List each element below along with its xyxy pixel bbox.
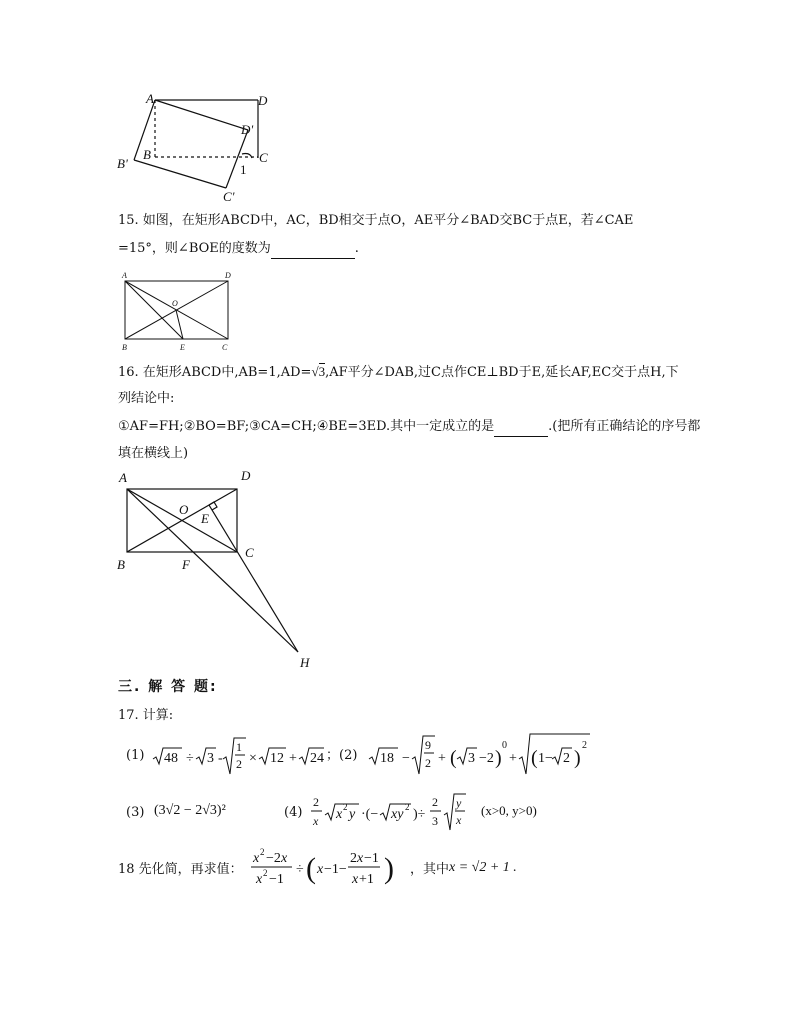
svg-text:-: - — [218, 751, 223, 766]
fig1-label-c-prime: C' — [223, 189, 235, 204]
svg-text:): ) — [495, 747, 502, 769]
svg-text:+: + — [289, 751, 297, 766]
svg-text:y: y — [349, 807, 356, 822]
q17-title: 17. 计算: — [118, 708, 174, 723]
fig16-label-e: E — [201, 511, 209, 526]
fig16-label-h: H — [300, 655, 310, 670]
segment-oe — [176, 310, 183, 339]
svg-text:24: 24 — [310, 751, 324, 766]
svg-text:−2: −2 — [266, 851, 281, 866]
figure-16-rectangle — [110, 470, 310, 670]
segment-eh — [209, 505, 298, 652]
svg-text:−1−: −1− — [324, 862, 347, 877]
svg-text:−: − — [402, 751, 410, 766]
q16-line-4: 填在横线上) — [118, 446, 189, 461]
svg-text:2: 2 — [563, 751, 570, 766]
svg-text:3: 3 — [432, 814, 438, 828]
fig16-label-c: C — [245, 545, 254, 560]
segment-ad-prime — [155, 100, 248, 130]
q17-part-1-formula — [152, 734, 324, 782]
fig16-label-d: D — [241, 468, 251, 483]
figure-1-rotated-rectangle — [110, 90, 280, 190]
fig15-label-o: O — [172, 299, 178, 308]
fig15-label-e: E — [180, 343, 185, 352]
q16-text-b: ,AF平分∠DAB,过C点作CE⊥BD于E,延长AF,EC交于点H,下 — [325, 365, 679, 380]
q17-part-3-label: (3) — [126, 805, 145, 820]
svg-text:x: x — [317, 862, 324, 877]
svg-text:÷: ÷ — [186, 751, 194, 766]
svg-text:2: 2 — [425, 756, 431, 770]
q16-line-2: 列结论中: — [118, 391, 175, 406]
figure-15-rectangle — [118, 270, 238, 356]
segment-c-prime-b-prime — [134, 160, 226, 188]
svg-text:): ) — [384, 852, 394, 885]
fig1-label-b: B — [143, 147, 151, 162]
section-3-heading: 三. 解 答 题: — [118, 679, 218, 695]
q16-line-1 — [118, 362, 679, 383]
fig1-label-d-prime: D' — [241, 122, 254, 137]
q15-text: =15°，则∠BOE的度数为 — [118, 241, 271, 256]
q16-radicand: 3 — [318, 364, 326, 379]
svg-text:1: 1 — [236, 740, 242, 754]
svg-text:12: 12 — [270, 751, 284, 766]
q15-answer-blank[interactable] — [271, 244, 355, 259]
q17-part-2-label: ；(2) — [326, 748, 358, 763]
svg-text:2: 2 — [405, 802, 410, 812]
q17-part-4-condition: (x>0, y>0) — [481, 803, 537, 818]
svg-text:(: ( — [531, 747, 538, 769]
svg-text:x: x — [281, 851, 288, 866]
segment-ae — [125, 281, 183, 339]
fig15-label-c: C — [222, 343, 228, 352]
q17-part-3-formula: (3√2 − 2√3)² — [154, 803, 226, 818]
svg-text:1−: 1− — [538, 751, 553, 766]
svg-text:x: x — [357, 851, 364, 866]
svg-text:2: 2 — [313, 795, 319, 809]
svg-text:2: 2 — [236, 757, 242, 771]
svg-text:2: 2 — [350, 851, 357, 866]
fig1-label-b-prime: B' — [117, 156, 128, 171]
fig16-label-b: B — [117, 557, 125, 572]
svg-text:·(−: ·(− — [361, 807, 379, 822]
svg-text:+1: +1 — [359, 872, 374, 887]
svg-text:(: ( — [306, 852, 316, 885]
svg-text:÷: ÷ — [296, 862, 304, 877]
svg-text:y: y — [456, 796, 462, 810]
svg-text:−2: −2 — [479, 751, 494, 766]
fig15-label-d: D — [225, 271, 231, 280]
q17-part-2-formula — [368, 730, 590, 780]
q16-text-d: .(把所有正确结论的序号都 — [548, 419, 701, 434]
svg-text:x: x — [336, 807, 343, 822]
svg-text:x: x — [313, 814, 319, 828]
fig16-label-f: F — [182, 557, 190, 572]
svg-text:2: 2 — [432, 795, 438, 809]
q15-line-2 — [118, 239, 359, 259]
svg-text:3: 3 — [468, 751, 475, 766]
segment-ah — [127, 489, 298, 652]
q17-part-4-formula — [310, 790, 472, 836]
svg-text:)÷: )÷ — [413, 807, 426, 822]
svg-text:−1: −1 — [364, 851, 379, 866]
fig1-label-d: D — [258, 93, 268, 108]
q18-suffix: ，其中 — [410, 862, 450, 877]
fig1-label-c: C — [259, 150, 268, 165]
fig15-label-a: A — [122, 271, 127, 280]
svg-text:48: 48 — [164, 751, 178, 766]
q15-line-1: 15. 如图，在矩形ABCD中，AC，BD相交于点O，AE平分∠BAD交BC于点E，若∠CAE — [118, 213, 634, 228]
fig16-label-o: O — [179, 502, 189, 517]
svg-text:+: + — [509, 751, 517, 766]
q16-text-a: 16. 在矩形ABCD中,AB=1,AD= — [118, 365, 312, 380]
svg-text:2: 2 — [582, 740, 587, 751]
svg-text:2: 2 — [343, 802, 348, 812]
svg-text:×: × — [249, 751, 257, 766]
segment-d-prime-c-prime — [226, 130, 248, 188]
q16-answer-blank[interactable] — [494, 422, 548, 437]
svg-text:2: 2 — [263, 868, 268, 878]
q18-prefix: 18 先化简，再求值： — [118, 862, 243, 877]
fig1-label-angle-1: 1 — [240, 162, 247, 177]
svg-text:18: 18 — [380, 751, 394, 766]
svg-text:x: x — [253, 851, 260, 866]
svg-text:xy: xy — [391, 807, 404, 822]
q16-text-c: ①AF=FH;②BO=BF;③CA=CH;④BE=3ED.其中一定成立的是 — [118, 419, 495, 434]
svg-text:3: 3 — [207, 751, 214, 766]
svg-text:): ) — [574, 747, 581, 769]
q17-part-4-label: (4) — [284, 805, 303, 820]
svg-text:9: 9 — [425, 738, 431, 752]
svg-text:0: 0 — [502, 740, 507, 751]
svg-text:x: x — [456, 813, 462, 827]
q17-part-1-label: (1) — [126, 748, 145, 763]
svg-text:−1: −1 — [269, 872, 284, 887]
q16-line-3 — [118, 417, 700, 437]
svg-text:+: + — [438, 751, 446, 766]
fig1-label-a: A — [146, 91, 154, 106]
q18-value: x = √2 + 1 . — [449, 860, 517, 875]
q15-period: . — [354, 241, 359, 256]
fig16-label-a: A — [119, 470, 127, 485]
sqrt-symbol: √ — [311, 364, 319, 379]
svg-text:x: x — [256, 872, 263, 887]
svg-text:x: x — [352, 872, 359, 887]
svg-text:2: 2 — [260, 847, 265, 857]
svg-text:(: ( — [450, 747, 457, 769]
q18-formula — [250, 846, 410, 892]
fig15-label-b: B — [122, 343, 127, 352]
